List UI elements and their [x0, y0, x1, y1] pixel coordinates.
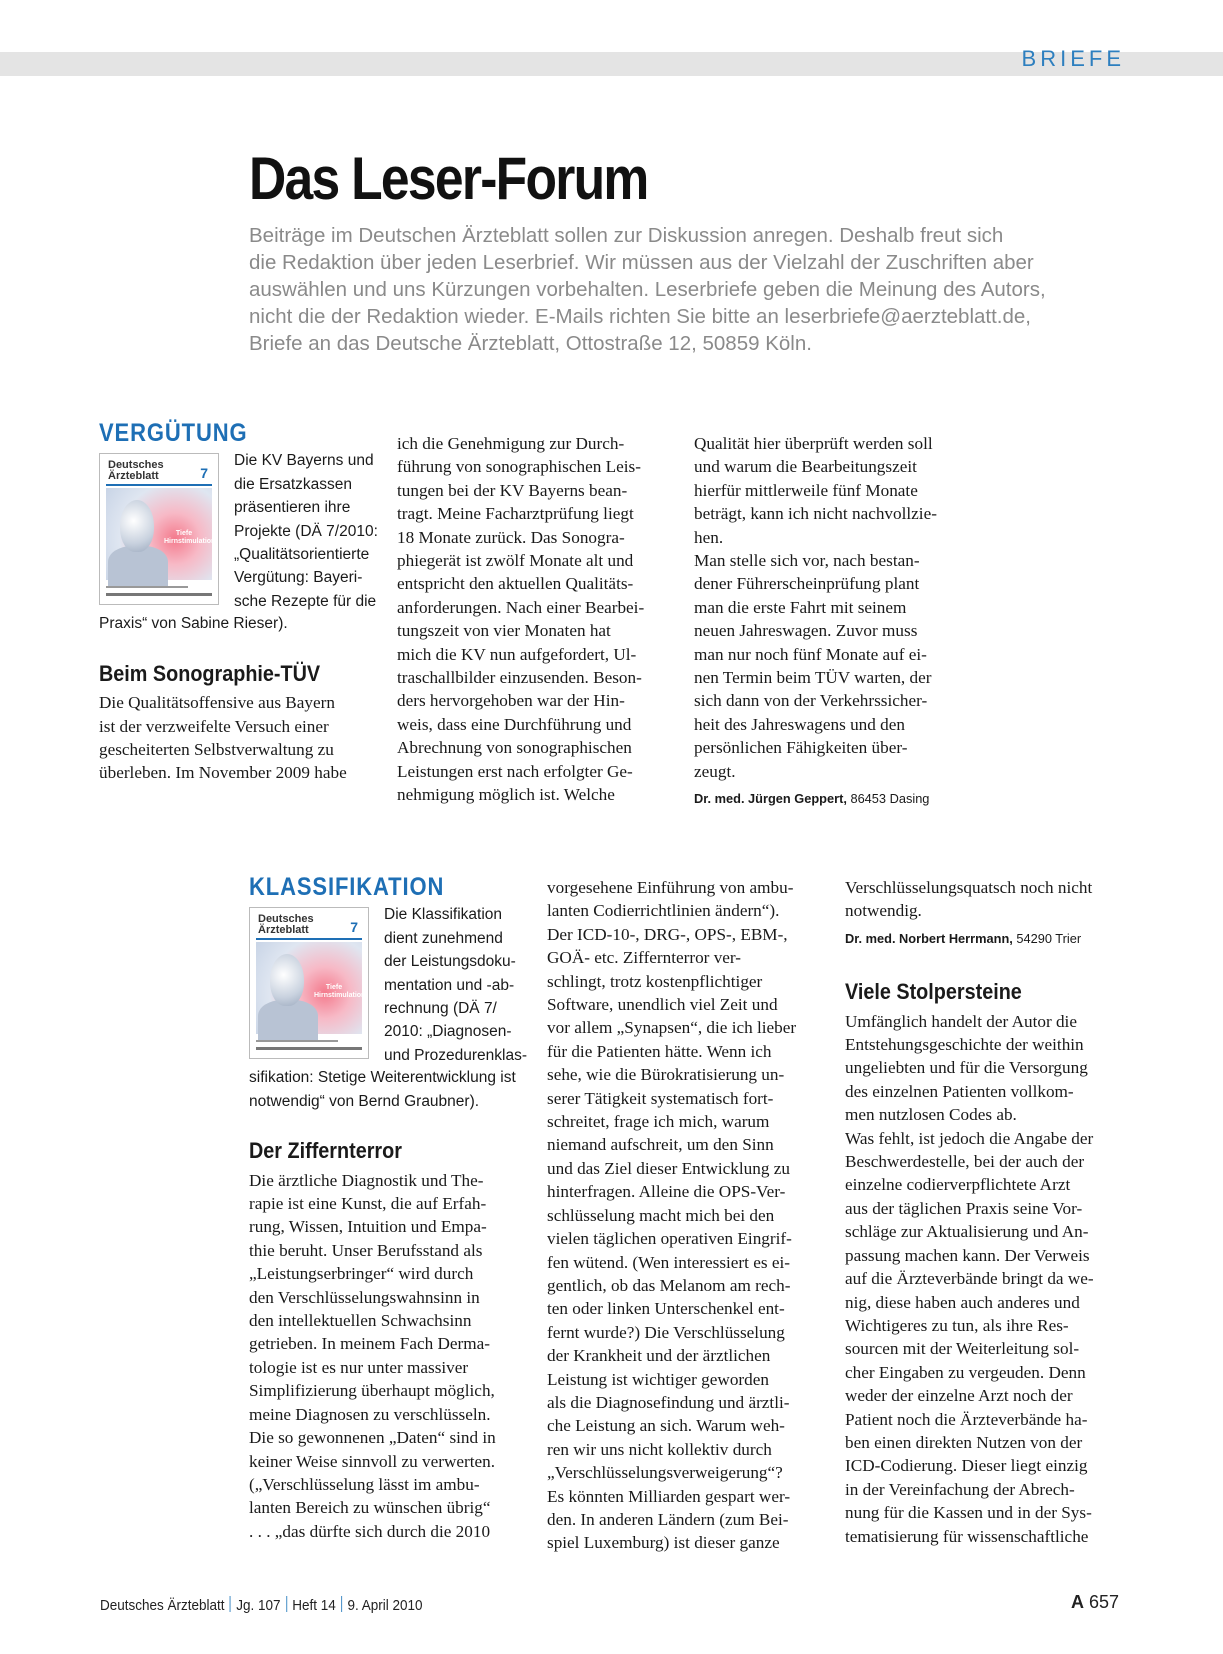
- cover-title: Deutsches Ärzteblatt: [258, 913, 314, 937]
- body-line: den intellektuellen Schwachsinn: [249, 1311, 472, 1331]
- body-line: Die so gewonnenen „Daten“ sind in: [249, 1428, 496, 1448]
- body-line: anforderungen. Nach einer Bearbei-: [397, 597, 645, 617]
- body-line: aus der täglichen Praxis seine Vor-: [845, 1198, 1083, 1218]
- body-line: („Verschlüsselung lässt im ambu-: [249, 1474, 480, 1494]
- body-line: Man stelle sich vor, nach bestan-: [694, 551, 920, 571]
- body-line: und das Ziel dieser Entwicklung zu: [547, 1158, 790, 1178]
- body-line: Verschlüsselungsquatsch noch nicht: [845, 878, 1093, 897]
- body-line: einzelne codierverpflichtete Arzt: [845, 1175, 1071, 1195]
- body-line: 18 Monate zurück. Das Sonogra-: [397, 527, 625, 547]
- footer-divider: [341, 1596, 342, 1612]
- body-line: tematisierung für wissenschaftliche: [845, 1526, 1089, 1546]
- body-line: lanten Bereich zu wünschen übrig“: [249, 1498, 491, 1518]
- body-line: men nutzlosen Codes ab.: [845, 1105, 1017, 1125]
- body-line: Patient noch die Ärzteverbände ha-: [845, 1409, 1088, 1429]
- letter2-heading: Der Ziffernterror: [249, 1138, 402, 1164]
- body-line: sich dann von der Verkehrssicher-: [694, 691, 928, 711]
- footer-issue: Heft 14: [292, 1597, 336, 1614]
- body-line: spiel Luxemburg) ist dieser ganze: [547, 1533, 780, 1553]
- body-line: vielen täglichen operativen Eingrif-: [547, 1229, 792, 1249]
- magazine-cover-thumbnail: [249, 907, 369, 1059]
- page-footer: [100, 1596, 423, 1614]
- body-line: notwendig.: [845, 901, 922, 921]
- footer-divider: [230, 1596, 231, 1612]
- body-line: dener Führerscheinprüfung plant: [694, 574, 920, 594]
- body-line: Wichtigeres zu tun, als ihre Res-: [845, 1315, 1069, 1335]
- body-line: thie beruht. Unser Berufsstand als: [249, 1240, 483, 1260]
- intro-line: Beiträge im Deutschen Ärzteblatt sollen zur Diskussion anregen. Deshalb freut sich: [249, 224, 1004, 247]
- body-line: Qualität hier überprüft werden soll: [694, 434, 933, 453]
- page-title: Das Leser-Forum: [249, 145, 648, 212]
- letter2-reference-text: [384, 903, 527, 1067]
- body-line: beträgt, kann ich nicht nachvollzie-: [694, 504, 937, 524]
- body-line: passung machen kann. Der Verweis: [845, 1245, 1090, 1265]
- cover-illustration: [106, 488, 216, 580]
- section-label: BRIEFE: [1021, 46, 1125, 71]
- body-line: ist der verzweifelte Versuch einer: [99, 716, 329, 736]
- reference-line: dient zunehmend: [384, 929, 503, 947]
- body-line: ich die Genehmigung zur Durch-: [397, 434, 625, 453]
- magazine-cover-thumbnail: [99, 453, 219, 605]
- body-line: GOÄ- etc. Ziffernterror ver-: [547, 948, 742, 968]
- reference-line: mentation und -ab-: [384, 976, 515, 994]
- body-line: traschallbilder einzusenden. Beson-: [397, 668, 642, 688]
- body-line: Es könnten Milliarden gespart wer-: [547, 1486, 791, 1506]
- cover-tag: Tiefe Hirnstimulation: [164, 530, 216, 546]
- letter1-reference: [99, 449, 378, 612]
- body-line: „Leistungserbringer“ wird durch: [249, 1264, 474, 1284]
- body-line: nen Termin beim TÜV warten, der: [694, 668, 932, 688]
- intro-line: auswählen und uns Kürzungen vorbehalten. Leserbriefe geben die Meinung des Autors,: [249, 278, 1046, 301]
- body-line: Der ICD-10-, DRG-, OPS-, EBM-,: [547, 924, 788, 944]
- body-line: sehe, wie die Bürokratisierung un-: [547, 1065, 785, 1085]
- intro-line: nicht die der Redaktion wieder. E-Mails richten Sie bitte an leserbriefe@aerzteblatt.de,: [249, 305, 1031, 328]
- reference-line: notwendig“ von Bernd Graubner).: [249, 1092, 480, 1110]
- letter1-heading: Beim Sonographie-TÜV: [99, 660, 321, 686]
- body-line: „Verschlüsselungsverweigerung“?: [547, 1463, 783, 1483]
- body-line: vorgesehene Einführung von ambu-: [547, 878, 794, 897]
- reference-line: der Leistungsdoku-: [384, 953, 516, 971]
- body-line: niemand aufschreit, um den Sinn: [547, 1135, 774, 1155]
- intro-text: [249, 222, 1129, 357]
- body-line: serer Tätigkeit systematisch fort-: [547, 1088, 774, 1108]
- reference-line: Praxis“ von Sabine Rieser).: [99, 615, 288, 633]
- cover-tag: Tiefe Hirnstimulation: [314, 984, 366, 1000]
- body-line: als die Diagnosefindung und ärztli-: [547, 1392, 790, 1412]
- body-line: neuen Jahreswagen. Zuvor muss: [694, 621, 918, 641]
- body-line: gescheiterten Selbstverwaltung zu: [99, 740, 334, 760]
- body-line: man die erste Fahrt mit seinem: [694, 597, 907, 617]
- reference-line: 2010: „Diagnosen-: [384, 1023, 512, 1041]
- body-line: ICD-Codierung. Dieser liegt einzig: [845, 1456, 1088, 1476]
- body-line: hinterfragen. Alleine die OPS-Ver-: [547, 1182, 786, 1202]
- body-line: fernt wurde?) Die Verschlüsselung: [547, 1322, 785, 1342]
- body-line: che Leistung an sich. Warum weh-: [547, 1416, 785, 1436]
- body-line: und warum die Bearbeitungszeit: [694, 457, 917, 477]
- body-line: nig, diese haben auch anderes und: [845, 1292, 1080, 1312]
- body-line: phiegerät ist zwölf Monate alt und: [397, 551, 634, 571]
- footer-journal: Deutsches Ärzteblatt: [100, 1597, 225, 1614]
- body-line: Software, unendlich viel Zeit und: [547, 995, 778, 1015]
- body-line: meine Diagnosen zu verschlüsseln.: [249, 1404, 491, 1424]
- body-line: schlingt, trotz kostenpflichtiger: [547, 971, 763, 991]
- cover-issue: 7: [350, 919, 358, 936]
- intro-line: Briefe an das Deutsche Ärzteblatt, Ottostraße 12, 50859 Köln.: [249, 332, 812, 355]
- body-line: getrieben. In meinem Fach Derma-: [249, 1334, 491, 1354]
- body-line: Beschwerdestelle, bei der auch der: [845, 1152, 1085, 1172]
- footer-volume: Jg. 107: [236, 1597, 281, 1614]
- body-line: Leistungen erst nach erfolgter Ge-: [397, 761, 633, 781]
- body-line: Die ärztliche Diagnostik und The-: [249, 1170, 484, 1190]
- body-line: sourcen mit der Weiterleitung sol-: [845, 1339, 1080, 1359]
- body-line: der Krankheit und der ärztlichen: [547, 1346, 771, 1366]
- body-line: hierfür mittlerweile fünf Monate: [694, 480, 918, 500]
- letter1-column-3: [694, 432, 974, 811]
- page-number: A 657: [1070, 1592, 1119, 1612]
- body-line: überleben. Im November 2009 habe: [99, 763, 347, 783]
- reference-line: sche Rezepte für die: [234, 592, 377, 610]
- letter1-reference-text: [234, 449, 378, 613]
- cover-illustration: [256, 942, 366, 1034]
- body-line: entspricht den aktuellen Qualitäts-: [397, 574, 634, 594]
- body-line: rung, Wissen, Intuition und Empa-: [249, 1217, 487, 1237]
- body-line: ungeliebten und für die Versorgung: [845, 1058, 1088, 1078]
- body-line: keiner Weise sinnvoll zu verwerten.: [249, 1451, 496, 1471]
- body-line: führung von sonographischen Leis-: [397, 457, 641, 477]
- reference-line: „Qualitätsorientierte: [234, 546, 370, 564]
- body-line: weder der einzelne Arzt noch der: [845, 1386, 1073, 1406]
- body-line: weis, dass eine Durchführung und: [397, 714, 632, 734]
- body-line: lanten Codierrichtlinien ändern“).: [547, 901, 780, 921]
- letter2-author: Dr. med. Norbert Herrmann, 54290 Trier: [845, 930, 1082, 946]
- letter2-column-3: [845, 876, 1130, 1548]
- body-line: auf die Ärzteverbände bringt da we-: [845, 1269, 1094, 1289]
- reference-line: und Prozedurenklas-: [384, 1046, 528, 1064]
- body-line: ten oder linken Unterschenkel ent-: [547, 1299, 785, 1319]
- body-line: tungen bei der KV Bayerns bean-: [397, 480, 628, 500]
- body-line: cher Eingaben zu vergeuden. Denn: [845, 1362, 1086, 1382]
- body-line: . . . „das dürfte sich durch die 2010: [249, 1521, 491, 1541]
- body-line: Leistung ist wichtiger geworden: [547, 1369, 769, 1389]
- intro-line: die Redaktion über jeden Leserbrief. Wir müssen aus der Vielzahl der Zuschriften aber: [249, 251, 1034, 274]
- body-line: des einzelnen Patienten vollkom-: [845, 1081, 1074, 1101]
- body-line: den. In anderen Ländern (zum Bei-: [547, 1509, 789, 1529]
- reference-line: Projekte (DÄ 7/2010:: [234, 522, 378, 540]
- body-line: in der Vereinfachung der Abrech-: [845, 1479, 1075, 1499]
- body-line: den Verschlüsselungswahnsinn in: [249, 1287, 480, 1307]
- reference-line: die Ersatzkassen: [234, 475, 353, 493]
- body-line: zeugt.: [694, 761, 736, 781]
- body-line: vor allem „Synapsen“, die ich lieber: [547, 1018, 797, 1038]
- body-line: nung für die Kassen und in der Sys-: [845, 1503, 1092, 1523]
- letter2-reference: [249, 903, 529, 1066]
- body-line: schreitet, frage ich mich, warum: [547, 1112, 770, 1132]
- body-line: ders hervorgehoben war der Hin-: [397, 691, 625, 711]
- letter3-heading: Viele Stolpersteine: [845, 979, 1022, 1005]
- body-line: tragt. Meine Facharztprüfung liegt: [397, 504, 634, 524]
- body-line: man nur noch fünf Monate auf ei-: [694, 644, 927, 664]
- body-line: nehmigung möglich ist. Welche: [397, 785, 615, 805]
- reference-line: Vergütung: Bayeri-: [234, 569, 363, 587]
- footer-divider: [286, 1596, 287, 1612]
- body-line: Was fehlt, ist jedoch die Angabe der: [845, 1128, 1094, 1148]
- body-line: Die Qualitätsoffensive aus Bayern: [99, 693, 335, 713]
- reference-line: sifikation: Stetige Weiterentwicklung ist: [249, 1069, 516, 1087]
- body-line: ren wir uns nicht kollektiv durch: [547, 1439, 772, 1459]
- body-line: ben einen direkten Nutzen von der: [845, 1432, 1083, 1452]
- body-line: hen.: [694, 527, 724, 547]
- body-line: persönlichen Fähigkeiten über-: [694, 738, 908, 758]
- body-line: tologie ist es nur unter massiver: [249, 1357, 469, 1377]
- reference-line: Die Klassifikation: [384, 906, 503, 924]
- body-line: gentlich, ob das Melanom am rech-: [547, 1275, 791, 1295]
- body-line: tungszeit von vier Monaten hat: [397, 621, 611, 641]
- body-line: rapie ist eine Kunst, die auf Erfah-: [249, 1194, 487, 1214]
- body-line: Simplifizierung überhaupt möglich,: [249, 1381, 495, 1401]
- body-line: Abrechnung von sonographischen: [397, 738, 632, 758]
- body-line: schlüsselung macht mich bei den: [547, 1205, 775, 1225]
- letter1-author: Dr. med. Jürgen Geppert, 86453 Dasing: [694, 791, 930, 807]
- cover-issue: 7: [200, 465, 208, 482]
- body-line: heit des Jahreswagens und den: [694, 714, 905, 734]
- body-line: schläge zur Aktualisierung und An-: [845, 1222, 1089, 1242]
- letter1-column-1: [99, 419, 378, 785]
- cover-title: Deutsches Ärzteblatt: [108, 459, 164, 483]
- letter2-column-1: [249, 873, 529, 1543]
- reference-line: rechnung (DÄ 7/: [384, 1000, 497, 1018]
- body-line: Umfänglich handelt der Autor die: [845, 1011, 1077, 1031]
- letter2-kicker: KLASSIFIKATION: [249, 873, 445, 901]
- body-line: mich die KV nun aufgefordert, Ul-: [397, 644, 637, 664]
- reference-line: präsentieren ihre: [234, 499, 351, 517]
- body-line: für die Patienten hätte. Wenn ich: [547, 1041, 772, 1061]
- letter2-column-2: [547, 876, 822, 1555]
- footer-date: 9. April 2010: [347, 1597, 423, 1614]
- body-line: fen wütend. (Wen interessiert es ei-: [547, 1252, 790, 1272]
- body-line: Entstehungsgeschichte der weithin: [845, 1035, 1084, 1055]
- reference-line: Die KV Bayerns und: [234, 452, 374, 470]
- letter1-column-2: [397, 432, 667, 807]
- letter1-kicker: VERGÜTUNG: [99, 419, 248, 447]
